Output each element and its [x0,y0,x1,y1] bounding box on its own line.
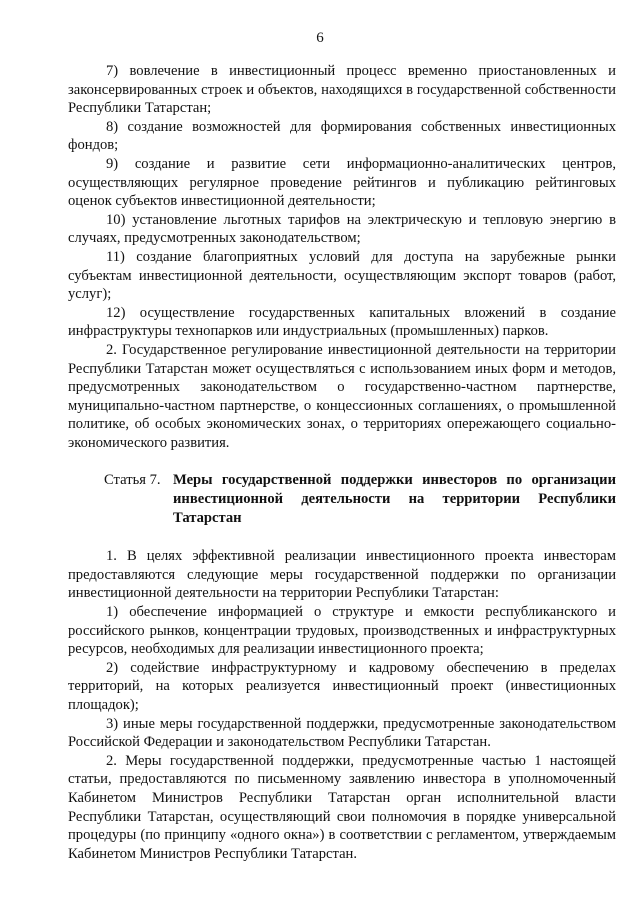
list-item-12: 12) осуществление государственных капитальных вложений в создание инфраструктуры технопарков или индустриальных (промышленных) парков. [68,304,616,340]
paragraph-part-2: 2. Государственное регулирование инвестиционной деятельности на территории Республики Татарстан может осуществляться с использованием иных форм и методов, предусмотренных законодательством о государственно-частном партнерстве, муниципально-частном партнерстве, о концессионных соглашениях, о промышленной политике, об особых экономических зонах, о территориях опережающего социально-экономического развития. [68,341,616,451]
list-item-11: 11) создание благоприятных условий для доступа на зарубежные рынки субъектам инвестиционной деятельности, осуществляющим экспорт товаров (работ, услуг); [68,248,616,303]
article-heading [68,471,616,527]
article-title: Меры государственной поддержки инвесторов по организации инвестиционной деятельности на территории Республики Татарстан [173,472,616,526]
measure-item-3: 3) иные меры государственной поддержки, предусмотренные законодательством Российской Федерации и законодательством Республики Татарстан. [68,715,616,751]
list-item-10: 10) установление льготных тарифов на электрическую и тепловую энергию в случаях, предусмотренных законодательством; [68,211,616,247]
page-number: 6 [316,30,324,46]
document-body [68,62,616,863]
list-item-8: 8) создание возможностей для формирования собственных инвестиционных фондов; [68,118,616,154]
article-number: Статья 7. [104,472,161,489]
list-item-9: 9) создание и развитие сети информационно-аналитических центров, осуществляющих регулярное проведение рейтингов и публикацию рейтинговых оценок субъектов инвестиционной деятельности; [68,155,616,210]
paragraph-part-1: 1. В целях эффективной реализации инвестиционного проекта инвесторам предоставляются следующие меры государственной поддержки по организации инвестиционной деятельности на территории Республики Татарстан: [68,548,616,602]
measure-item-1: 1) обеспечение информацией о структуре и емкости республиканского и российского рынков, концентрации трудовых, производственных и инфраструктурных ресурсов, необходимых для реализации инвестиционного проекта; [68,604,616,658]
paragraph-part-2-article-7: 2. Меры государственной поддержки, предусмотренные частью 1 настоящей статьи, предоставляются по письменному заявлению инвестора в уполномоченный Кабинетом Министров Республики Татарстан орган исполнительной власти Республики Татарстан, осуществляющий свои полномочия в порядке универсальной процедуры (по принципу «одного окна») в соответствии с регламентом, утверждаемым Кабинетом Министров Республики Татарстан. [68,752,616,862]
measure-item-2: 2) содействие инфраструктурному и кадровому обеспечению в пределах территорий, на которых реализуется инвестиционный проект (инвестиционных площадок); [68,659,616,713]
list-item-7: 7) вовлечение в инвестиционный процесс временно приостановленных и законсервированных строек и объектов, находящихся в государственной собственности Республики Татарстан; [68,63,616,117]
